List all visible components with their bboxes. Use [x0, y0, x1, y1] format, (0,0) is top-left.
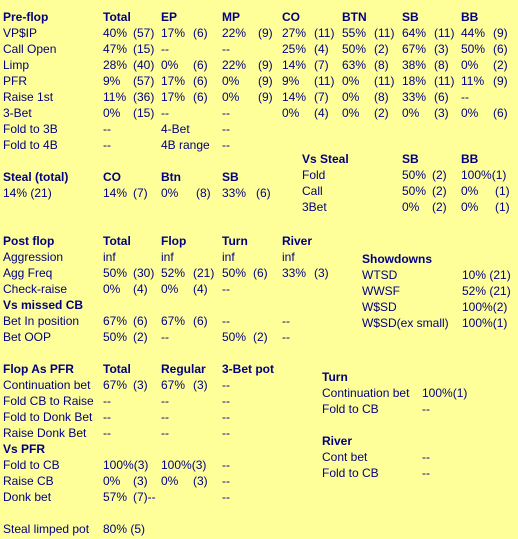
preflop-cell: (11)	[434, 26, 455, 40]
river-row-label: Fold to CB	[322, 466, 379, 480]
postflop-cell: inf	[222, 250, 235, 264]
preflop-cell: (57)	[133, 74, 155, 88]
fold-to-4b-label: Fold to 4B	[3, 138, 58, 152]
vs-pfr-cell: --	[222, 474, 230, 488]
vs-steal-row-label: Call	[302, 184, 323, 198]
preflop-cell: 0%	[161, 58, 179, 72]
preflop-cell: 0%	[461, 106, 479, 120]
flop-as-pfr-cell: (3)	[193, 378, 208, 392]
preflop-cell: (8)	[374, 58, 389, 72]
preflop-cell: (15)	[133, 42, 155, 56]
postflop-cell: (6)	[253, 266, 268, 280]
river-row-value: --	[422, 466, 430, 480]
showdowns-title: Showdowns	[362, 252, 432, 266]
preflop-cell: 0%	[342, 106, 360, 120]
preflop-cell: (11)	[314, 26, 335, 40]
preflop-cell: 9%	[103, 74, 121, 88]
preflop-cell: (2)	[374, 106, 389, 120]
postflop-column-header: Flop	[161, 234, 187, 248]
vs-pfr-cell: 57%	[103, 490, 128, 504]
vs-missed-cb-cell: --	[222, 314, 230, 328]
postflop-cell: (4)	[193, 282, 208, 296]
showdowns-row-value: 52% (21)	[462, 284, 511, 298]
vs-missed-cb-cell: --	[282, 314, 290, 328]
vs-pfr-cell: (3)	[133, 474, 148, 488]
preflop-cell: 11%	[461, 74, 485, 88]
preflop-cell: (2)	[374, 42, 389, 56]
postflop-cell: (3)	[314, 266, 329, 280]
steal-column-header: Btn	[161, 170, 181, 184]
postflop-cell: (21)	[193, 266, 215, 280]
preflop-cell: 64%	[402, 26, 427, 40]
preflop-title: Pre-flop	[3, 10, 49, 24]
fold-to-3b-value: --	[103, 122, 111, 136]
preflop-cell: 17%	[161, 74, 186, 88]
preflop-cell: 0%	[402, 106, 420, 120]
flop-as-pfr-cell: --	[161, 410, 169, 424]
preflop-cell: 11%	[103, 90, 127, 104]
preflop-row-label: Call Open	[3, 42, 57, 56]
vs-steal-column-header: BB	[461, 152, 479, 166]
preflop-cell: (3)	[434, 106, 449, 120]
turn-row-label: Continuation bet	[322, 386, 410, 400]
vs-pfr-title: Vs PFR	[3, 442, 46, 456]
vs-steal-cell: (2)	[432, 184, 447, 198]
vs-steal-cell: 50%	[402, 168, 427, 182]
vs-pfr-row-label: Raise CB	[3, 474, 54, 488]
postflop-cell: (30)	[133, 266, 155, 280]
four-bet-value: --	[222, 122, 230, 136]
postflop-cell: 50%	[222, 266, 247, 280]
preflop-cell: (9)	[258, 90, 273, 104]
showdowns-row-label: W$SD	[362, 300, 397, 314]
flop-as-pfr-row-label: Fold CB to Raise	[3, 394, 94, 408]
steal-column-header: SB	[222, 170, 239, 184]
four-bet-label: 4-Bet	[161, 122, 190, 136]
flop-as-pfr-cell: --	[222, 410, 230, 424]
preflop-cell: (8)	[374, 90, 389, 104]
preflop-cell: (7)	[314, 90, 329, 104]
vs-steal-cell: (2)	[432, 200, 447, 214]
preflop-cell: 50%	[461, 42, 486, 56]
turn-row-label: Fold to CB	[322, 402, 379, 416]
preflop-cell: --	[222, 106, 230, 120]
steal-cell: (6)	[256, 186, 271, 200]
turn-row-value: --	[422, 402, 430, 416]
vs-steal-row-label: Fold	[302, 168, 326, 182]
preflop-cell: 40%	[103, 26, 128, 40]
showdowns-row-label: W$SD(ex small)	[362, 316, 449, 330]
vs-missed-cb-cell: --	[161, 330, 169, 344]
preflop-row-label: Limp	[3, 58, 30, 72]
preflop-cell: 17%	[161, 90, 186, 104]
preflop-cell: (9)	[493, 26, 508, 40]
preflop-cell: 14%	[282, 58, 307, 72]
preflop-row-label: VP$IP	[3, 26, 38, 40]
showdowns-row-value: 10% (21)	[462, 268, 511, 282]
preflop-cell: 18%	[402, 74, 427, 88]
preflop-cell: 17%	[161, 26, 186, 40]
preflop-column-header: BB	[461, 10, 479, 24]
showdowns-row-value: 100%(2)	[462, 300, 508, 314]
river-row-label: Cont bet	[322, 450, 368, 464]
postflop-column-header: River	[282, 234, 313, 248]
postflop-cell: 52%	[161, 266, 186, 280]
vs-missed-cb-cell: 50%	[222, 330, 247, 344]
vs-missed-cb-cell: (2)	[133, 330, 148, 344]
flop-as-pfr-column-header: Total	[103, 362, 131, 376]
steal-cell: 33%	[222, 186, 247, 200]
preflop-cell: 0%	[342, 74, 360, 88]
vs-steal-cell: (1)	[495, 184, 510, 198]
river-row-value: --	[422, 450, 430, 464]
preflop-cell: --	[161, 106, 169, 120]
vs-missed-cb-row-label: Bet In position	[3, 314, 80, 328]
preflop-cell: 0%	[461, 58, 479, 72]
postflop-row-label: Agg Freq	[3, 266, 53, 280]
turn-row-value: 100%(1)	[422, 386, 468, 400]
preflop-cell: 25%	[282, 42, 307, 56]
vs-missed-cb-cell: --	[282, 330, 290, 344]
vs-pfr-cell: --	[222, 458, 230, 472]
fold-to-3b-label: Fold to 3B	[3, 122, 58, 136]
flop-as-pfr-cell: --	[222, 394, 230, 408]
steal-cell: 0%	[161, 186, 179, 200]
flop-as-pfr-cell: --	[103, 394, 111, 408]
vs-missed-cb-cell: 50%	[103, 330, 128, 344]
postflop-column-header: Turn	[222, 234, 248, 248]
showdowns-row-label: WWSF	[362, 284, 400, 298]
postflop-cell: 50%	[103, 266, 128, 280]
steal-limped-pot-value: 80% (5)	[103, 522, 146, 536]
postflop-cell: (4)	[133, 282, 148, 296]
preflop-cell: 33%	[402, 90, 427, 104]
preflop-cell: (11)	[434, 74, 455, 88]
vs-steal-column-header: SB	[402, 152, 419, 166]
preflop-cell: 28%	[103, 58, 128, 72]
preflop-column-header: EP	[161, 10, 178, 24]
preflop-column-header: BTN	[342, 10, 367, 24]
steal-cell: (8)	[196, 186, 211, 200]
preflop-cell: (6)	[193, 90, 208, 104]
preflop-cell: (6)	[193, 58, 208, 72]
preflop-cell: (7)	[314, 58, 329, 72]
preflop-cell: (15)	[133, 106, 155, 120]
preflop-cell: (2)	[493, 58, 508, 72]
postflop-cell: 0%	[103, 282, 121, 296]
four-bet-range-label: 4B range	[161, 138, 210, 152]
preflop-cell: (9)	[493, 74, 508, 88]
flop-as-pfr-cell: --	[161, 394, 169, 408]
preflop-cell: (4)	[314, 42, 329, 56]
preflop-cell: (6)	[493, 106, 508, 120]
steal-cell: 14%	[103, 186, 128, 200]
flop-as-pfr-column-header: Regular	[161, 362, 206, 376]
flop-as-pfr-cell: --	[103, 410, 111, 424]
vs-steal-cell: (2)	[432, 168, 447, 182]
postflop-cell: inf	[161, 250, 174, 264]
preflop-cell: (11)	[314, 74, 335, 88]
preflop-cell: (9)	[258, 74, 273, 88]
flop-as-pfr-title: Flop As PFR	[3, 362, 74, 376]
preflop-cell: --	[461, 90, 469, 104]
steal-title: Steal (total)	[3, 170, 69, 184]
vs-missed-cb-title: Vs missed CB	[3, 298, 84, 312]
preflop-cell: 44%	[461, 26, 486, 40]
vs-steal-cell: 0%	[402, 200, 420, 214]
flop-as-pfr-cell: 67%	[161, 378, 186, 392]
vs-missed-cb-cell: (2)	[253, 330, 268, 344]
preflop-cell: --	[161, 42, 169, 56]
preflop-cell: (9)	[258, 58, 273, 72]
vs-pfr-cell: 0%	[161, 474, 179, 488]
preflop-cell: 67%	[402, 42, 427, 56]
preflop-cell: (36)	[133, 90, 155, 104]
preflop-cell: 50%	[342, 42, 367, 56]
preflop-cell: (11)	[374, 26, 395, 40]
turn-title: Turn	[322, 370, 348, 384]
preflop-column-header: CO	[282, 10, 300, 24]
preflop-column-header: Total	[103, 10, 131, 24]
flop-as-pfr-cell: --	[222, 378, 230, 392]
preflop-cell: (40)	[133, 58, 155, 72]
postflop-cell: 0%	[161, 282, 179, 296]
preflop-cell: (6)	[493, 42, 508, 56]
vs-steal-row-label: 3Bet	[302, 200, 327, 214]
preflop-row-label: 3-Bet	[3, 106, 32, 120]
steal-limped-pot-label: Steal limped pot	[3, 522, 90, 536]
flop-as-pfr-cell: --	[222, 426, 230, 440]
vs-pfr-row-label: Fold to CB	[3, 458, 60, 472]
vs-steal-cell: (1)	[495, 200, 510, 214]
preflop-cell: 27%	[282, 26, 307, 40]
postflop-cell: inf	[103, 250, 116, 264]
preflop-cell: (8)	[434, 58, 449, 72]
flop-as-pfr-row-label: Fold to Donk Bet	[3, 410, 93, 424]
preflop-cell: 9%	[282, 74, 300, 88]
showdowns-row-label: WTSD	[362, 268, 398, 282]
preflop-cell: (9)	[258, 26, 273, 40]
preflop-cell: --	[222, 42, 230, 56]
vs-steal-cell: 0%	[461, 200, 479, 214]
flop-as-pfr-cell: --	[103, 426, 111, 440]
vs-missed-cb-cell: (6)	[193, 314, 208, 328]
postflop-row-label: Check-raise	[3, 282, 68, 296]
steal-total-value: 14% (21)	[3, 186, 52, 200]
preflop-cell: 47%	[103, 42, 128, 56]
vs-pfr-cell: 100%(3)	[103, 458, 149, 472]
preflop-cell: 14%	[282, 90, 307, 104]
flop-as-pfr-cell: 67%	[103, 378, 128, 392]
flop-as-pfr-row-label: Raise Donk Bet	[3, 426, 87, 440]
preflop-cell: 0%	[103, 106, 121, 120]
steal-cell: (7)	[133, 186, 148, 200]
preflop-cell: 63%	[342, 58, 367, 72]
flop-as-pfr-cell: --	[161, 426, 169, 440]
postflop-cell: --	[222, 282, 230, 296]
preflop-cell: 55%	[342, 26, 367, 40]
vs-pfr-cell: 0%	[103, 474, 121, 488]
vs-missed-cb-cell: 67%	[103, 314, 128, 328]
postflop-row-label: Aggression	[3, 250, 64, 264]
vs-pfr-cell: 100%(3)	[161, 458, 207, 472]
vs-pfr-cell: (7)--	[133, 490, 156, 504]
preflop-cell: (6)	[193, 74, 208, 88]
showdowns-row-value: 100%(1)	[462, 316, 508, 330]
vs-missed-cb-cell: (6)	[133, 314, 148, 328]
preflop-cell: 0%	[342, 90, 360, 104]
preflop-row-label: Raise 1st	[3, 90, 54, 104]
preflop-cell: (11)	[374, 74, 395, 88]
preflop-cell: 0%	[282, 106, 300, 120]
preflop-row-label: PFR	[3, 74, 27, 88]
vs-pfr-cell: (3)	[193, 474, 208, 488]
postflop-title: Post flop	[3, 234, 55, 248]
preflop-cell: (3)	[434, 42, 449, 56]
preflop-column-header: SB	[402, 10, 419, 24]
postflop-column-header: Total	[103, 234, 131, 248]
vs-steal-title: Vs Steal	[302, 152, 349, 166]
vs-pfr-row-label: Donk bet	[3, 490, 52, 504]
preflop-cell: 22%	[222, 58, 247, 72]
vs-steal-cell: 100%(1)	[461, 168, 507, 182]
postflop-cell: 33%	[282, 266, 307, 280]
flop-as-pfr-column-header: 3-Bet pot	[222, 362, 274, 376]
preflop-column-header: MP	[222, 10, 240, 24]
four-bet-range-value: --	[222, 138, 230, 152]
vs-missed-cb-row-label: Bet OOP	[3, 330, 52, 344]
preflop-cell: (6)	[193, 26, 208, 40]
preflop-cell: (6)	[434, 90, 449, 104]
vs-steal-cell: 50%	[402, 184, 427, 198]
flop-as-pfr-row-label: Continuation bet	[3, 378, 91, 392]
preflop-cell: (4)	[314, 106, 329, 120]
vs-missed-cb-cell: 67%	[161, 314, 186, 328]
preflop-cell: 38%	[402, 58, 427, 72]
flop-as-pfr-cell: (3)	[133, 378, 148, 392]
preflop-cell: 22%	[222, 26, 247, 40]
preflop-cell: 0%	[222, 90, 240, 104]
preflop-cell: (57)	[133, 26, 155, 40]
preflop-cell: 0%	[222, 74, 240, 88]
postflop-cell: inf	[282, 250, 295, 264]
fold-to-4b-value: --	[103, 138, 111, 152]
steal-column-header: CO	[103, 170, 121, 184]
vs-steal-cell: 0%	[461, 184, 479, 198]
vs-pfr-cell: --	[222, 490, 230, 504]
river-title: River	[322, 434, 353, 448]
